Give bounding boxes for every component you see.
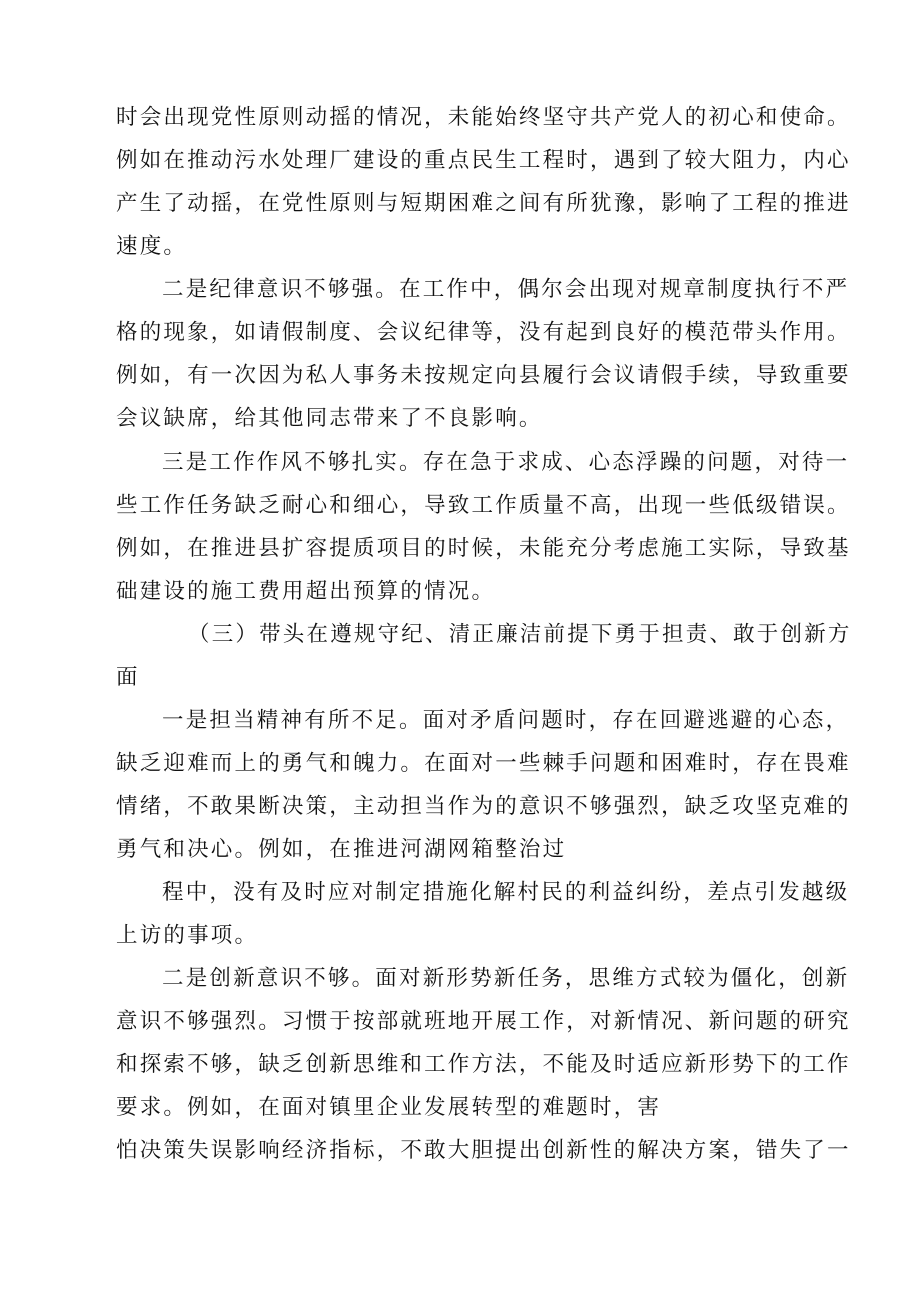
text-line: 例如，在推进县扩容提质项目的时候，未能充分考虑施工实际，导致基 [116, 536, 851, 561]
text-line: 础建设的施工费用超出预算的情况。 [116, 579, 496, 604]
text-line: 要求。例如，在面对镇里企业发展转型的难题时，害 [116, 1095, 662, 1120]
text-line: 速度。 [116, 234, 188, 259]
text-line: 会议缺席，给其他同志带来了不良影响。 [116, 406, 543, 431]
text-line: 程中，没有及时应对制定措施化解村民的利益纠纷，差点引发越级 [162, 880, 850, 905]
text-line: 缺乏迎难而上的勇气和魄力。在面对一些棘手问题和困难时，存在畏难 [116, 751, 851, 776]
text-line: 意识不够强烈。习惯于按部就班地开展工作，对新情况、新问题的研究 [116, 1009, 851, 1034]
text-line: 上访的事项。 [116, 923, 259, 948]
text-line: 情绪，不敢果断决策，主动担当作为的意识不够强烈，缺乏攻坚克难的 [116, 794, 851, 819]
paragraph-start-line: 二是纪律意识不够强。在工作中，偶尔会出现对规章制度执行不严 [162, 277, 850, 302]
text-line: 时会出现党性原则动摇的情况，未能始终坚守共产党人的初心和使命。 [116, 105, 851, 130]
text-line: 例如，有一次因为私人事务未按规定向县履行会议请假手续，导致重要 [116, 363, 851, 388]
paragraph-start-line: 三是工作作风不够扎实。存在急于求成、心态浮躁的问题，对待一 [162, 450, 850, 475]
text-line: 和探索不够，缺乏创新思维和工作方法，不能及时适应新形势下的工作 [116, 1052, 851, 1077]
text-line: 勇气和决心。例如，在推进河湖网箱整治过 [116, 837, 567, 862]
paragraph-start-line: 一是担当精神有所不足。面对矛盾问题时，存在回避逃避的心态， [162, 708, 850, 733]
text-line: 怕决策失误影响经济指标，不敢大胆提出创新性的解决方案，错失了一 [116, 1138, 851, 1163]
text-line: 格的现象，如请假制度、会议纪律等，没有起到良好的模范带头作用。 [116, 320, 851, 345]
text-line: 产生了动摇，在党性原则与短期困难之间有所犹豫，影响了工程的推进 [116, 191, 851, 216]
text-line: 例如在推动污水处理厂建设的重点民生工程时，遇到了较大阻力，内心 [116, 148, 851, 173]
text-line: 些工作任务缺乏耐心和细心，导致工作质量不高，出现一些低级错误。 [116, 493, 851, 518]
section-heading: （三）带头在遵规守纪、清正廉洁前提下勇于担责、敢于创新方 [188, 622, 852, 647]
section-heading-continued: 面 [116, 665, 140, 690]
paragraph-start-line: 二是创新意识不够。面对新形势新任务，思维方式较为僵化，创新 [162, 966, 850, 991]
